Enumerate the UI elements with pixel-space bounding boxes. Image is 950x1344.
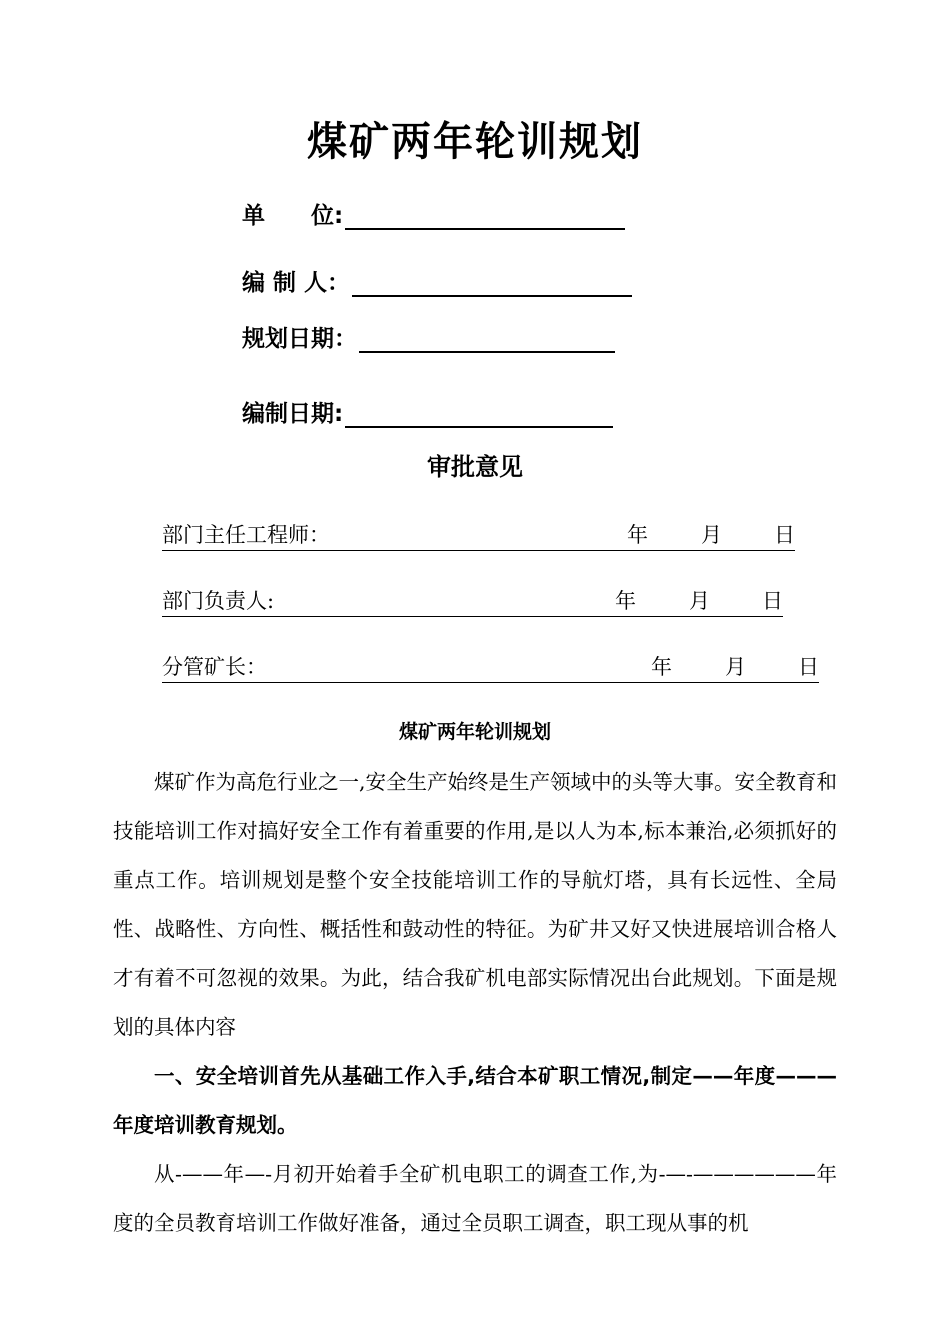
approval-row-date bbox=[651, 651, 819, 681]
paragraph-heading-1: 一、安全培训首先从基础工作入手,结合本矿职工情况,制定——年度———年度培训教育规划。 bbox=[113, 1064, 837, 1137]
approval-row-label: 分管矿长： bbox=[162, 655, 267, 679]
plan-date-label: 规划日期： bbox=[242, 326, 357, 352]
approval-row-label: 部门负责人: bbox=[162, 589, 275, 613]
paragraph-survey: 从-——年—-月初开始着手全矿机电职工的调查工作,为-—-——————年度的全员教育培训工作做好准备，通过全员职工调查，职工现从事的机 bbox=[113, 1162, 837, 1235]
section-subtitle: 煤矿两年轮训规划 bbox=[398, 721, 551, 743]
paragraph-intro: 煤矿作为高危行业之一,安全生产始终是生产领域中的头等大事。安全教育和技能培训工作对搞好安全工作有着重要的作用,是以人为本,标本兼治,必须抓好的重点工作。培训规划是整个安全技能培训工作的导航灯塔，具有长远性、全局性、战略性、方向性、概括性和鼓动性的特征。为矿井又好又快进展培训合格人才有着不可忽视的效果。为此，结合我矿机电部实际情况出台此规划。下面是规划的具体内容 bbox=[113, 770, 838, 1039]
approval-row-date bbox=[615, 585, 783, 615]
plan-date-input-line[interactable] bbox=[359, 329, 615, 353]
compile-date-input-line[interactable] bbox=[345, 404, 613, 428]
unit-field bbox=[242, 197, 625, 230]
approval-row-date bbox=[627, 519, 795, 549]
day-label: 日 bbox=[762, 589, 783, 613]
year-label: 年 bbox=[627, 523, 648, 547]
approval-title: 审批意见 bbox=[427, 453, 523, 481]
compile-date-field bbox=[242, 395, 613, 428]
approval-row-mine-manager bbox=[162, 651, 819, 683]
document-title: 煤矿两年轮训规划 bbox=[307, 119, 643, 165]
approval-row-label: 部门主任工程师： bbox=[162, 523, 330, 547]
month-label: 月 bbox=[701, 523, 722, 547]
month-label: 月 bbox=[689, 589, 710, 613]
month-label: 月 bbox=[725, 655, 746, 679]
author-field bbox=[242, 264, 632, 297]
approval-row-department-head bbox=[162, 585, 783, 617]
year-label: 年 bbox=[651, 655, 672, 679]
author-input-line[interactable] bbox=[352, 273, 632, 297]
body-text bbox=[113, 758, 837, 1248]
approval-row-engineer bbox=[162, 519, 795, 551]
compile-date-label: 编制日期: bbox=[242, 401, 344, 427]
year-label: 年 bbox=[615, 589, 636, 613]
day-label: 日 bbox=[774, 523, 795, 547]
plan-date-field bbox=[242, 320, 615, 353]
author-label: 编 制 人： bbox=[242, 270, 351, 296]
unit-label: 单 位: bbox=[242, 203, 344, 229]
day-label: 日 bbox=[798, 655, 819, 679]
unit-input-line[interactable] bbox=[345, 206, 625, 230]
